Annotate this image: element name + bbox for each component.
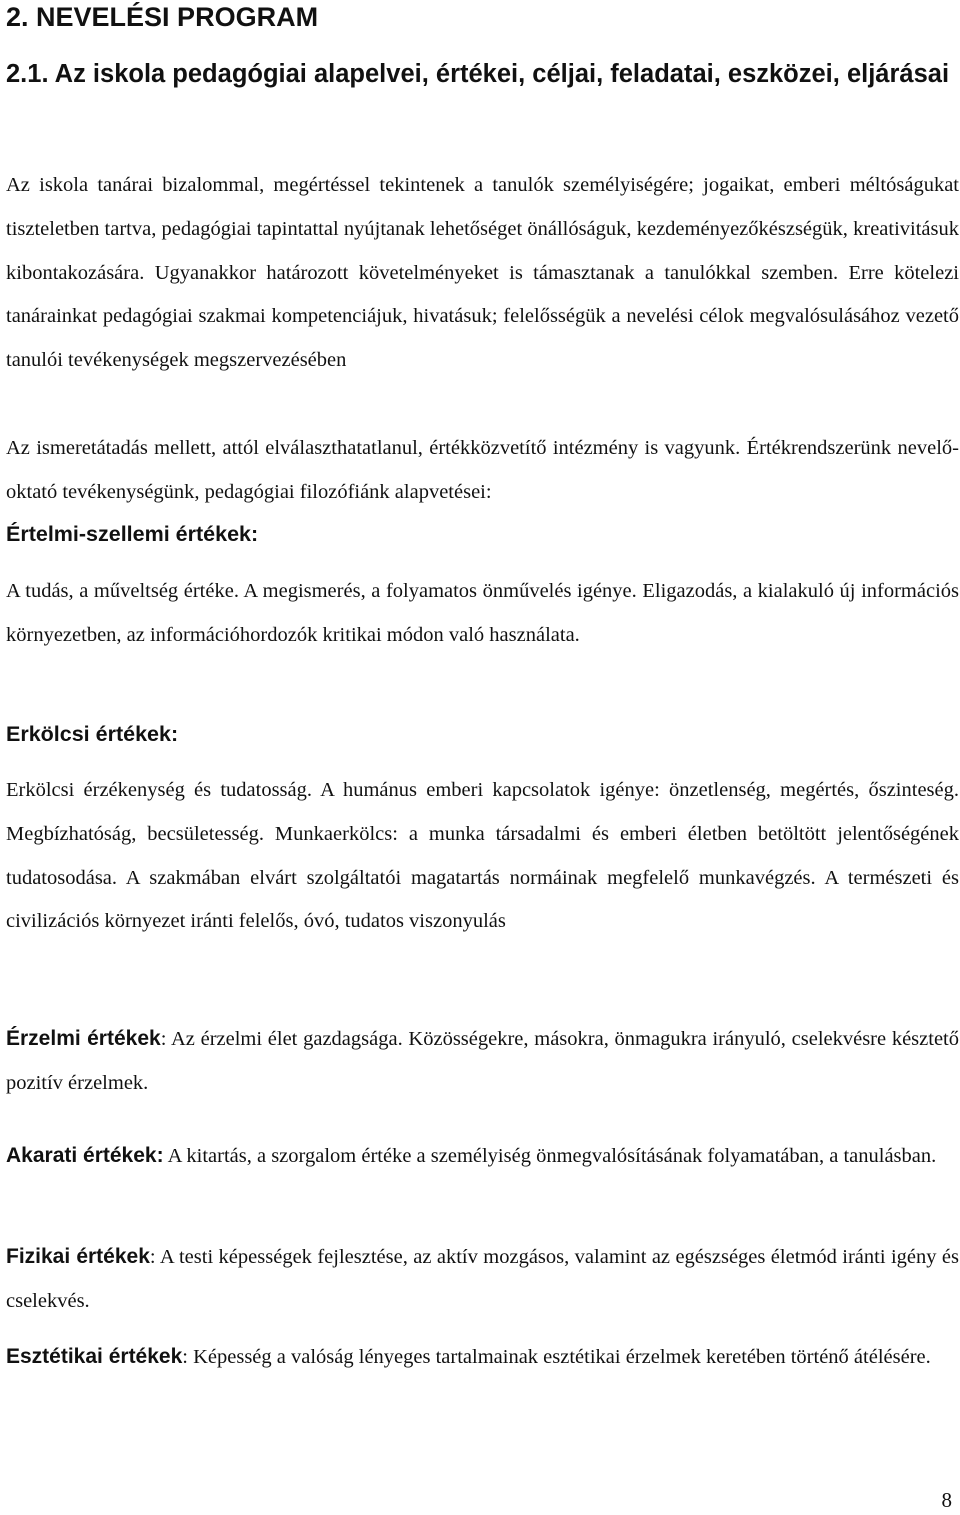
values-paragraph: Az ismeretátadás mellett, attól elválaszthatatlanul, értékközvetítő intézmény is vagyunk. Értékrendszerünk nevelő-oktató tevékenységünk, pedagógiai filozófiánk alapvetései:: [6, 437, 959, 503]
moral-values-heading: Erkölcsi értékek:: [6, 722, 179, 746]
intro-paragraph: Az iskola tanárai bizalommal, megértéssel tekintenek a tanulók személyiségére; jogaikat, emberi méltóságukat tiszteletben tartva, pedagógiai tapintattal nyújtanak lehetőséget önállóságuk, kezdeményezőkészségük, kreativitásuk kibontakozására. Ugyanakkor határozott követelményeket is támasztanak a tanulókkal szemben. Erre kötelezi tanárainkat pedagógiai szakmai kompetenciájuk, hivatásuk; felelősségük a nevelési célok megvalósulásához vezető tanulói tevékenységek megszervezésében: [6, 174, 959, 372]
intellectual-values-heading: Értelmi-szellemi értékek:: [6, 522, 259, 546]
emotional-values-text: : Az érzelmi élet gazdagsága. Közösségekre, másokra, önmagukra irányuló, cselekvésre késztető pozitív érzelmek.: [6, 1028, 959, 1094]
physical-values-paragraph: [6, 1235, 959, 1324]
section-title: 2. NEVELÉSI PROGRAM: [6, 2, 319, 32]
page-number: 8: [941, 1488, 952, 1512]
volitional-values-paragraph: [6, 1134, 959, 1179]
emotional-values-paragraph: [6, 1017, 959, 1106]
aesthetic-values-paragraph: [6, 1335, 959, 1380]
aesthetic-values-heading: Esztétikai értékek: [6, 1345, 183, 1368]
emotional-values-heading: Érzelmi értékek: [6, 1027, 161, 1050]
physical-values-heading: Fizikai értékek: [6, 1245, 150, 1268]
aesthetic-values-text: : Képesség a valóság lényeges tartalmainak esztétikai érzelmek keretében történő átélésére.: [182, 1346, 931, 1368]
volitional-values-heading: Akarati értékek:: [6, 1144, 164, 1167]
intellectual-values-text: A tudás, a műveltség értéke. A megismerés, a folyamatos önművelés igénye. Eligazodás, a kialakuló új információs környezetben, az információhordozók kritikai módon való használata.: [6, 580, 959, 646]
moral-values-text: Erkölcsi érzékenység és tudatosság. A humánus emberi kapcsolatok igénye: önzetlenség, megértés, őszinteség. Megbízhatóság, becsületesség. Munkaerkölcs: a munka társadalmi és emberi életben betöltött jelentőségének tudatosodása. A szakmában elvárt szolgáltatói magatartás normáinak megfelelő munkavégzés. A természeti és civilizációs környezet iránti felelős, óvó, tudatos viszonyulás: [6, 779, 959, 933]
volitional-values-text: A kitartás, a szorgalom értéke a személyiség önmegvalósításának folyamatában, a tanulásban.: [163, 1145, 937, 1167]
physical-values-text: : A testi képességek fejlesztése, az aktív mozgásos, valamint az egészséges életmód iránti igény és cselekvés.: [6, 1246, 959, 1312]
subsection-title: 2.1. Az iskola pedagógiai alapelvei, értékei, céljai, feladatai, eszközei, eljárásai: [6, 60, 950, 88]
